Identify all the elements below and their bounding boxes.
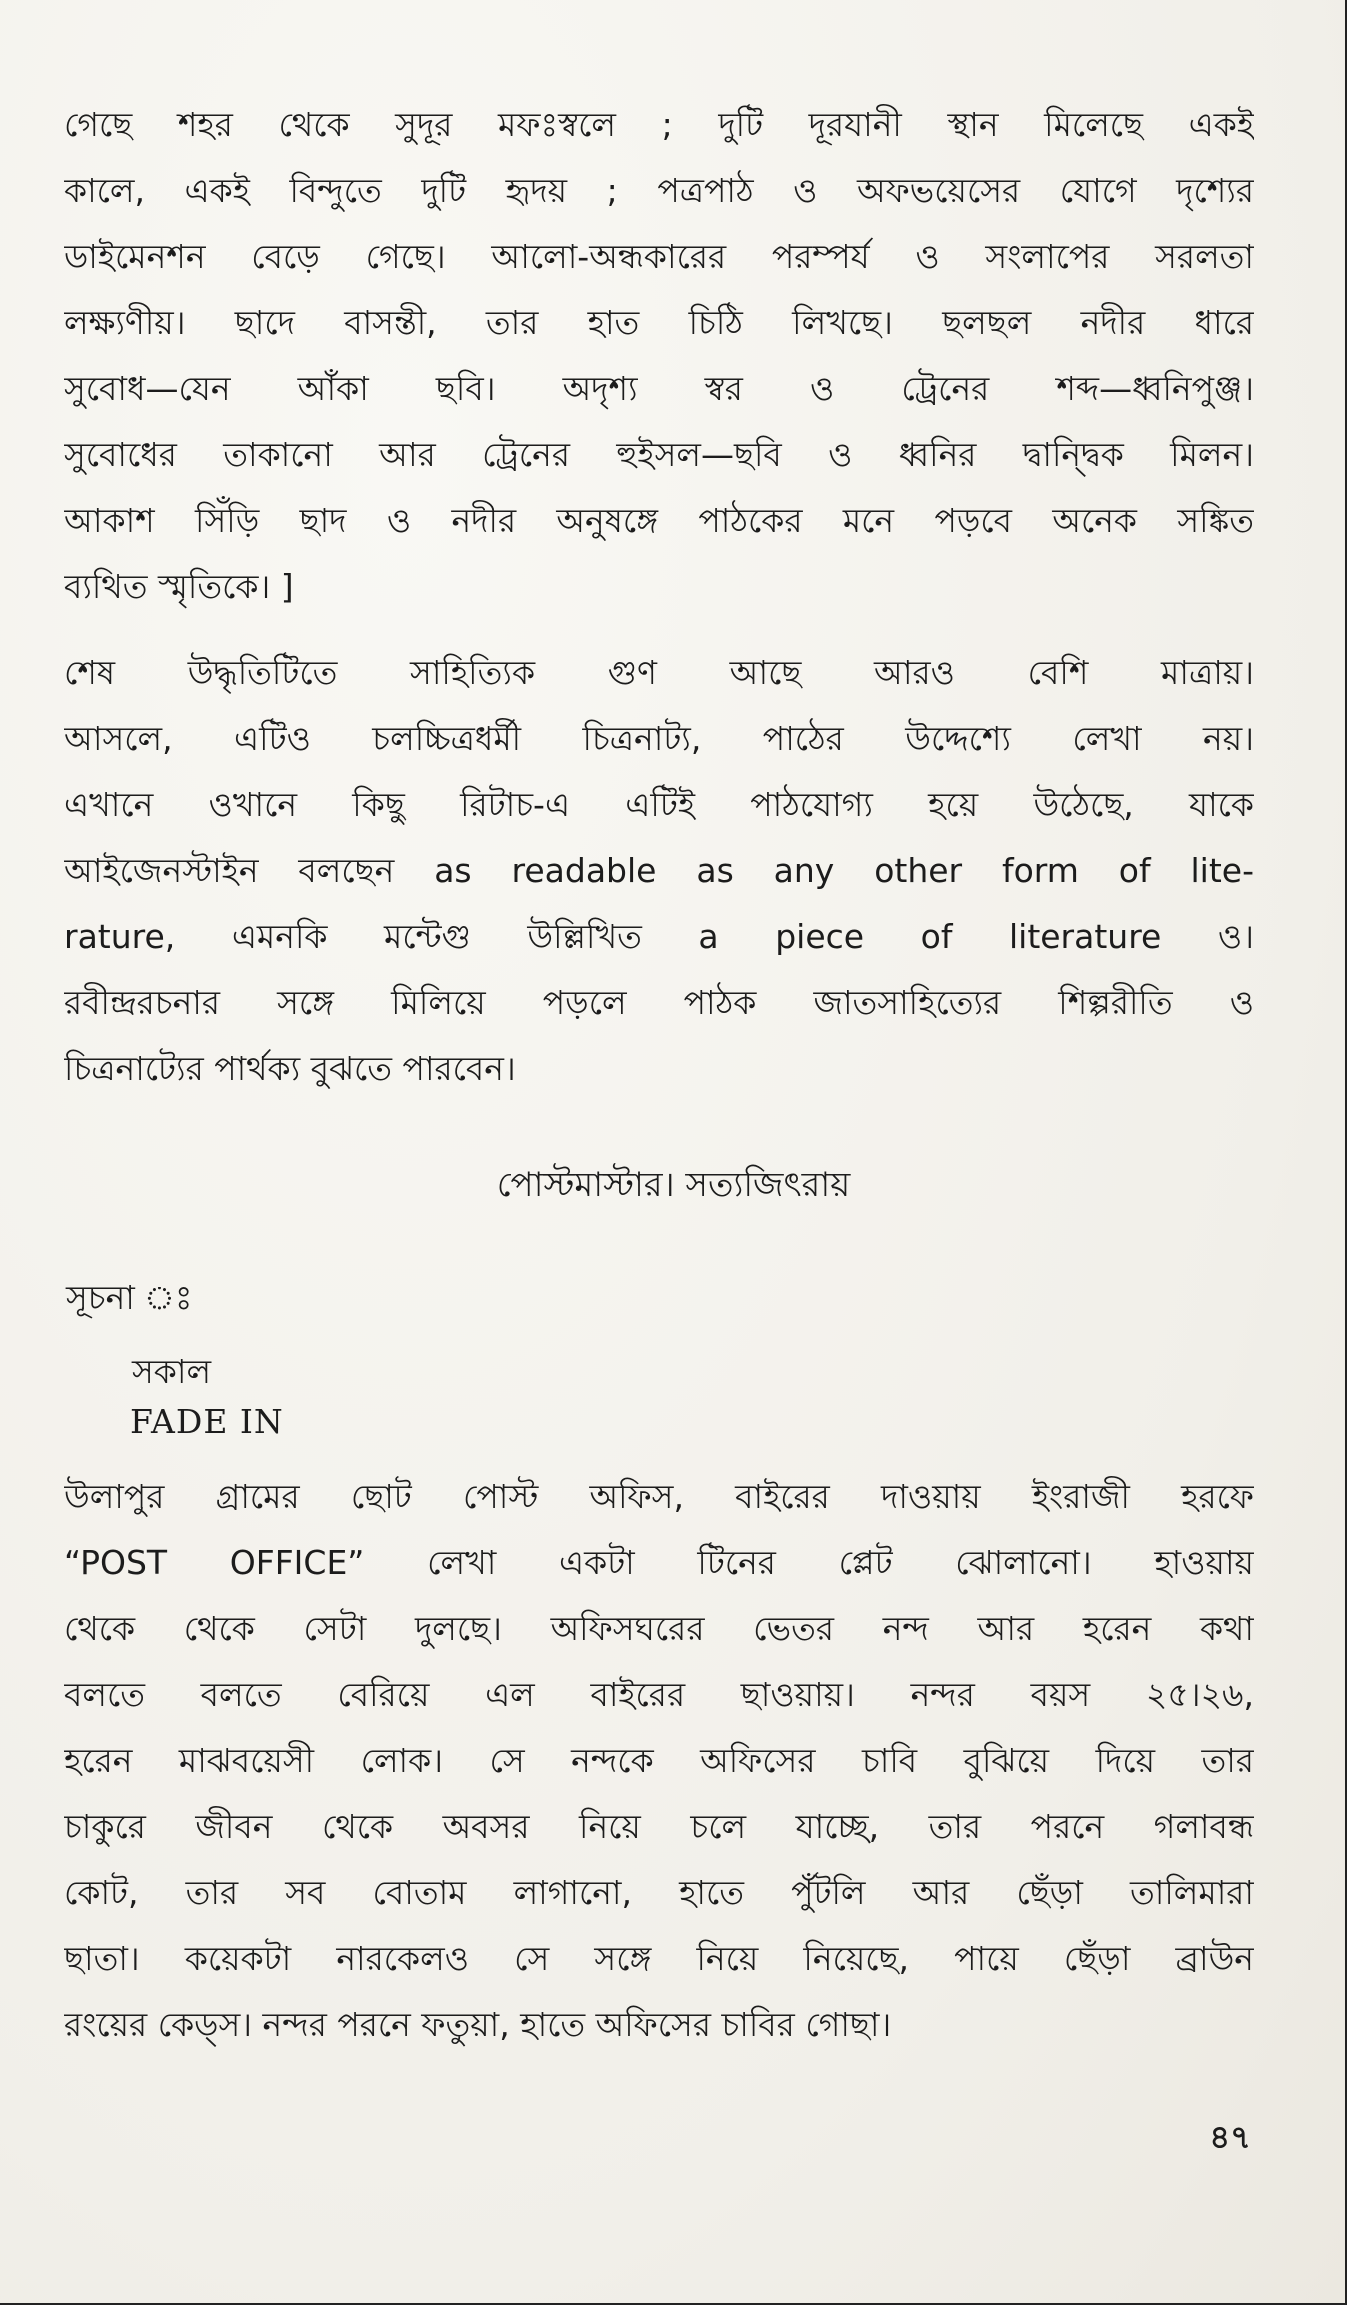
text-line: সুবোধের তাকানো আর ট্রেনের হুইসল—ছবি ও ধ্বনির দ্বান্দ্বিক মিলন। (64, 435, 1254, 474)
text-line: থেকে থেকে সেটা দুলছে। অফিসঘরের ভেতর নন্দ আর হরেন কথা (64, 1609, 1254, 1648)
text-line: ছাতা। কয়েকটা নারকেলও সে সঙ্গে নিয়ে নিয়েছে, পায়ে ছেঁড়া ব্রাউন (64, 1939, 1254, 1978)
text-line: শেষ উদ্ধৃতিটিতে সাহিত্যিক গুণ আছে আরও বেশি মাত্রায়। (64, 653, 1254, 692)
text-line: rature, এমনকি মন্টেগু উল্লিখিত a piece of literature ও। (64, 917, 1254, 956)
text-line: কোট, তার সব বোতাম লাগানো, হাতে পুঁটলি আর ছেঁড়া তালিমারা (64, 1873, 1254, 1912)
text-line: কালে, একই বিন্দুতে দুটি হৃদয় ; পত্রপাঠ ও অফভয়েসের যোগে দৃশ্যের (64, 171, 1254, 210)
text-line: উলাপুর গ্রামের ছোট পোস্ট অফিস, বাইরের দাওয়ায় ইংরাজী হরফে (64, 1477, 1254, 1516)
text-line: চাকুরে জীবন থেকে অবসর নিয়ে চলে যাচ্ছে, তার পরনে গলাবন্ধ (64, 1807, 1254, 1846)
intro-label: সূচনা ঃ (66, 1278, 193, 1317)
text-line: আইজেনস্টাইন বলছেন as readable as any other form of lite- (64, 851, 1254, 890)
text-line: ডাইমেনশন বেড়ে গেছে। আলো-অন্ধকারের পরম্পর্য ও সংলাপের সরলতা (64, 237, 1254, 276)
section-heading: পোস্টমাস্টার। সত্যজিৎরায় (496, 1165, 851, 1205)
text-line: রংয়ের কেড্‌স। নন্দর পরনে ফতুয়া, হাতে অফিসের চাবির গোছা। (64, 2005, 892, 2044)
scene-time: সকাল (132, 1352, 212, 1391)
text-line: গেছে শহর থেকে সুদূর মফঃস্বলে ; দুটি দূরযানী স্থান মিলেছে একই (64, 105, 1254, 144)
paragraph-commentary-continued (64, 92, 1254, 620)
text-line: এখানে ওখানে কিছু রিটাচ-এ এটিই পাঠযোগ্য হয়ে উঠেছে, যাকে (64, 785, 1254, 824)
paragraph-literary-quality (64, 640, 1254, 1102)
page-number: ৪৭ (1209, 2118, 1251, 2156)
text-line: রবীন্দ্ররচনার সঙ্গে মিলিয়ে পড়লে পাঠক জাতসাহিত্যের শিল্পরীতি ও (64, 983, 1254, 1022)
text-line: “POST OFFICE” লেখা একটা টিনের প্লেট ঝোলানো। হাওয়ায় (64, 1543, 1254, 1582)
text-line: বলতে বলতে বেরিয়ে এল বাইরের ছাওয়ায়। নন্দর বয়স ২৫।২৬, (64, 1675, 1254, 1714)
text-line: আকাশ সিঁড়ি ছাদ ও নদীর অনুষঙ্গে পাঠকের মনে পড়বে অনেক সঙ্কিত (64, 501, 1254, 540)
text-line: সুবোধ—যেন আঁকা ছবি। অদৃশ্য স্বর ও ট্রেনের শব্দ—ধ্বনিপুঞ্জ। (64, 369, 1254, 408)
paragraph-scene-description (64, 1464, 1254, 2058)
text-line: আসলে, এটিও চলচ্চিত্রধর্মী চিত্রনাট্য, পাঠের উদ্দেশ্যে লেখা নয়। (64, 719, 1254, 758)
text-line: ব্যথিত স্মৃতিকে। ] (64, 567, 294, 606)
scene-direction: FADE IN (130, 1402, 284, 1441)
text-line: হরেন মাঝবয়েসী লোক। সে নন্দকে অফিসের চাবি বুঝিয়ে দিয়ে তার (64, 1741, 1254, 1780)
text-line: চিত্রনাট্যের পার্থক্য বুঝতে পারবেন। (64, 1049, 516, 1088)
text-line: লক্ষ্যণীয়। ছাদে বাসন্তী, তার হাত চিঠি লিখছে। ছলছল নদীর ধারে (64, 303, 1254, 342)
